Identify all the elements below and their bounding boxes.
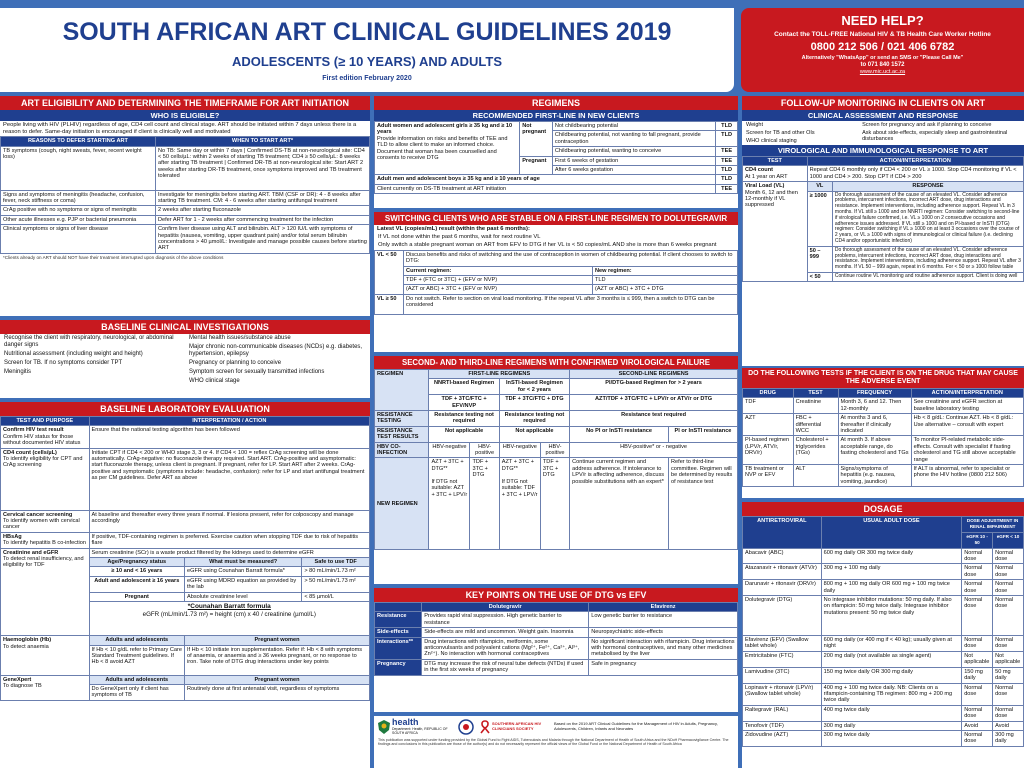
table-row: HBsAg To identify hepatitis B co-infection If positive, TDF-containing regimen is preferred. Exercise caution when stopping TDF due to risk of hepatitis flare xyxy=(1,532,370,548)
col-reasons: REASONS TO DEFER STARTING ART xyxy=(1,137,156,146)
based-on-text: Based on the 2019 ART Clinical Guidelines for the Management of HIV in Adults, Pregnancy, Adolescents, Children, Infants and Neonates xyxy=(554,720,718,731)
regimens-panel xyxy=(374,96,738,208)
col-when: WHEN TO START ART* xyxy=(155,137,369,146)
table-row: Childbearing potential, wanting to conceive TEE xyxy=(375,147,738,156)
help-panel xyxy=(741,8,1024,92)
list-item: Only switch a stable pregnant woman on ART from EFV to DTG if her VL is < 50 copies/mL AND she is more than 6 weeks pregnant xyxy=(378,242,717,249)
table-row: ≥ 10 and < 16 years eGFR using Counahan Barratt formula* > 80 mL/min/1.73 m² xyxy=(1,567,370,576)
help-title: NEED HELP? xyxy=(841,13,924,28)
dosage-table: ANTIRETROVIRAL USUAL ADULT DOSE DOSE ADJUSTMENT IN RENAL IMPAIRMENT eGFR 10 - 50 eGFR < 10 Abacavir (ABC) 600 mg daily OR 300 mg twice daily Normal dose Normal dose Atazanavir + ritonavir (ATV/r) 300 mg + 100 mg daily Normal dose Normal dose Darunavir + ritonavir (DRV/r) 800 mg + 100 mg daily OR 600 mg + 100 mg twice daily Normal dose Normal dose Dolutegravir (DTG) No integrase inhibitor mutations: 50 mg daily. If also on rifampicin: 50 mg twice daily. Integrase inhibitor mutations present: 50 mg twice daily Normal dose Normal dose Efavirenz (EFV) (Swallow tablet whole) 600 mg daily (or 400 mg if < 40 kg); usually given at night Normal dose Normal dose Emtricitabine (FTC) 200 mg daily (not available as single agent) Not applicable Not applicable Lamivudine (3TC) 150 mg twice daily OR 300 mg daily 150 mg daily 50 mg daily Lopinavir + ritonavir (LPV/r) (Swallow tablet whole) 400 mg + 100 mg twice daily. NB: Clients on a rifampicin-containing TB regimen: 800 mg + 200 mg twice daily Normal dose Normal dose Raltegravir (RAL) 400 mg twice daily Normal dose Normal dose Tenofovir (TDF) 300 mg daily Avoid Avoid Zidovudine (AZT) 300 mg twice daily Normal dose 300 mg daily xyxy=(742,516,1024,747)
list-item: Recognise the client with respiratory, neurological, or abdominal danger signs xyxy=(4,335,174,348)
formula: eGFR (mL/min/1.73 m²) = height (cm) x 40 / creatinine (µmol/L) xyxy=(142,611,316,619)
switching-table: VL < 50 Discuss benefits and risks of switching and the use of contraception in women of childbearing potential. If client chooses to switch to DTG: Current regimen: New regimen: TDF + (FTC or 3TC) + (EFV or NVP) TLD (AZT or ABC) + 3TC + (EFV or NVP) (AZT or ABC) + 3TC + DTG VL ≥ 50 Do not switch. Refer to section on viral load monitoring. If the repeat VL after 3 months is ≤ 999, then a switch to DTG can be considered xyxy=(374,250,738,315)
table-row: Emtricitabine (FTC) 200 mg daily (not available as single agent) Not applicable Not applicable xyxy=(743,651,1024,667)
list-item: Screen for TB and other OIs xyxy=(746,130,815,136)
page-title: SOUTH AFRICAN ART CLINICAL GUIDELINES 2019 xyxy=(62,18,672,46)
list-item: Symptom screen for sexually transmitted infections xyxy=(189,369,325,375)
table-row: < 50 Continue routine VL monitoring and routine adherence support. Client is doing well xyxy=(743,272,1024,281)
table-row: TDF Creatinine Month 3, 6 and 12. Then 12-monthly See creatinine and eGFR section at baseline laboratory testing xyxy=(743,398,1024,414)
adverse-tests-panel xyxy=(742,368,1024,498)
title-panel xyxy=(0,8,734,92)
table-row: Resistance Provides rapid viral suppression. High genetic barrier to resistance Low genetic barrier to resistance xyxy=(375,612,738,628)
key-points-table: Dolutegravir Efavirenz Resistance Provides rapid viral suppression. High genetic barrier to resistance Low genetic barrier to resistance Side-effects Side-effects are mild and uncommon. Weight gain. Insomnia Neuropsychiatric side-effects Interactions** Drug interactions with rifampicin, metformin, some anticonvulsants and polyvalent cations (Mg²⁺, Fe²⁺, Ca²⁺, Al³⁺, Zn²⁺). No interaction with hormonal contraceptives No significant interaction with rifampicin. Drug interactions with hormonal contraceptives, and many other medicines metabolised by the liver Pregnancy DTG may increase the risk of neural tube defects (NTDs) if used in the first six weeks of pregnancy Safe in pregnancy xyxy=(374,602,738,676)
defer-art-table xyxy=(0,136,370,254)
table-row: CD4 count At 1 year on ART Repeat CD4 6 monthly only if CD4 < 200 or VL ≥ 1000. Stop CD4 monitoring if VL < 1000 and CD4 > 200. Stop CPT if CD4 > 200 xyxy=(743,166,1024,182)
who-eligible-title: WHO IS ELIGIBLE? xyxy=(0,110,370,121)
table-row: After 6 weeks gestation TLD xyxy=(375,166,738,175)
table-row: Darunavir + ritonavir (DRV/r) 800 mg + 100 mg daily OR 600 mg + 100 mg twice daily Normal dose Normal dose xyxy=(743,580,1024,596)
regimens-title: REGIMENS xyxy=(374,96,738,110)
table-row: (AZT or ABC) + 3TC + (EFV or NVP) (AZT or ABC) + 3TC + DTG xyxy=(375,285,738,294)
table-row: Client currently on DS-TB treatment at ART initiation TEE xyxy=(375,184,738,193)
regimens-table xyxy=(374,121,738,194)
list-item: Screen for pregnancy and ask if planning to conceive xyxy=(862,122,992,128)
switching-title: SWITCHING CLIENTS WHO ARE STABLE ON A FIRST-LINE REGIMEN TO DOLUTEGRAVIR xyxy=(374,212,738,225)
list-item: Screen for TB. If no symptoms consider TPT xyxy=(4,360,123,366)
regimens-subtitle: RECOMMENDED FIRST-LINE IN NEW CLIENTS xyxy=(374,110,738,121)
list-item: Pregnancy or planning to conceive xyxy=(189,360,282,366)
list-item: Nutritional assessment (including weight and height) xyxy=(4,351,143,357)
switching-intro: Latest VL (copies/mL) result (within the past 6 months): xyxy=(377,226,530,232)
followup-panel xyxy=(742,96,1024,366)
table-row: Side-effects Side-effects are mild and uncommon. Weight gain. Insomnia Neuropsychiatric side-effects xyxy=(375,628,738,637)
dosage-panel xyxy=(742,502,1024,768)
table-row: CrAg positive with no symptoms or signs of meningitis 2 weeks after starting fluconazole xyxy=(1,206,370,215)
table-row: Atazanavir + ritonavir (ATV/r) 300 mg + 100 mg daily Normal dose Normal dose xyxy=(743,564,1024,580)
dosage-title: DOSAGE xyxy=(742,502,1024,516)
baseline-lab-panel xyxy=(0,402,370,768)
followup-title: FOLLOW-UP MONITORING IN CLIENTS ON ART xyxy=(742,96,1024,110)
who-eligible-text: People living with HIV (PLHIV) regardless of age, CD4 cell count and clinical stage. ART should be initiated within 7 days unless there is a reason to defer. Same-day initiation is encouraged if client is clinically well and motivated xyxy=(3,122,357,135)
virological-table: TEST ACTION/INTERPRETATION CD4 count At 1 year on ART Repeat CD4 6 monthly only if CD4 < 200 or VL ≥ 1000. Stop CD4 monitoring if VL < 1000 and CD4 > 200. Stop CPT if CD4 > 200 Viral Load (VL) Month 6, 12 and then 12-monthly if VL suppressed VL RESPONSE ≥ 1000 Do thorough assessment of the cause of an elevated VL. Consider adherence problems, intercurrent infections, incorrect ART dose, drug interactions and resistance. Implement interventions, including adherence support. Repeat VL in 3 months. If VL still ≥ 1000 and on NNRTI regimen: Consider switching to second-line if virological failure confirmed, i.e. VL ≥ 1000 on 2 consecutive occasions and adherence issues addressed. If VL still ≥ 1000 and on PI-based or InSTI (DTG) regimen: Consider switching if VL ≥ 1000 on at least 3 occasions over the course of 2 years, or VL ≥ 1000 with signs of immunological or clinical failure (i.e. declining CD4 and/or opportunistic infection) 50 – 999 Do thorough assessment of the cause of an elevated VL. Consider adherence problems, intercurrent infections, incorrect ART dose, drug interactions and resistance. Implement interventions, including adherence support. Repeat VL after 3 months. If VL 50 – 999 again, repeat in 6 months. For < 50 or ≥ 1000 follow table < 50 Continue routine VL monitoring and routine adherence support. Client is doing well xyxy=(742,156,1024,282)
help-phones: 0800 212 506 / 021 406 6782 xyxy=(810,41,955,53)
table-row: Efavirenz (EFV) (Swallow tablet whole) 600 mg daily (or 400 mg if < 40 kg); usually given at night Normal dose Normal dose xyxy=(743,636,1024,652)
edition-label: First edition February 2020 xyxy=(322,75,412,82)
table-row: Abacavir (ABC) 600 mg daily OR 300 mg twice daily Normal dose Normal dose xyxy=(743,548,1024,564)
list-item: Ask about side-effects, especially sleep and gastrointestinal disturbances xyxy=(862,130,1008,142)
table-row: Lamivudine (3TC) 150 mg twice daily OR 300 mg daily 150 mg daily 50 mg daily xyxy=(743,667,1024,683)
table-row: Other acute illnesses e.g. PJP or bacterial pneumonia Defer ART for 1 - 2 weeks after commencing treatment for the infection xyxy=(1,215,370,224)
table-row: Zidovudine (AZT) 300 mg twice daily Normal dose 300 mg daily xyxy=(743,730,1024,746)
table-row: Pregnancy DTG may increase the risk of neural tube defects (NTDs) if used in the first six weeks of pregnancy Safe in pregnancy xyxy=(375,659,738,675)
list-item: If VL not done within the past 6 months, wait for next routine VL xyxy=(378,234,541,240)
key-points-title: KEY POINTS ON THE USE OF DTG vs EFV xyxy=(374,588,738,602)
table-row: ≥ 1000 Do thorough assessment of the cause of an elevated VL. Consider adherence problems, intercurrent infections, incorrect ART dose, drug interactions and resistance. Implement interventions, including adherence support. Repeat VL in 3 months. If VL still ≥ 1000 and on NNRTI regimen: Consider switching to second-line if virological failure confirmed, i.e. VL ≥ 1000 on 2 consecutive occasions and adherence issues addressed. If VL still ≥ 1000 and on PI-based or InSTI (DTG) regimen: Consider switching if VL ≥ 1000 on at least 3 occasions over the course of 2 years, or VL ≥ 1000 with signs of immunological or clinical failure (i.e. declining CD4 and/or opportunistic infection) xyxy=(743,191,1024,246)
table-row: Tenofovir (TDF) 300 mg daily Avoid Avoid xyxy=(743,721,1024,730)
baseline-lab-table: TEST AND PURPOSE INTERPRETATION / ACTION Confirm HIV test result Confirm HIV status for those without documented HIV status Ensure that the national testing algorithm has been followed CD4 count (cells/µL) To identify eligibility for CPT and CrAg screening Initiate CPT if CD4 < 200 or WHO stage 3, 3 or 4. If CD4 < 100 = reflex CrAg screening will be done automatically. CrAg-negative: no fluconazole therapy required. Start ART. CrAg-positive and asymptomatic: start fluconazole therapy, unless client is pregnant. If pregnant, refer for LP. Start ART after 2 weeks. CrAg-positive and symptomatic (symptoms include: headache, confusion): refer for LP and start antifungal treatment as per CM guidelines. Defer ART as above Cervical cancer screening To identify women with cervical cancer At baseline and thereafter every three years if normal. If lesions present, refer for colposcopy and manage accordingly HBsAg To identify hepatitis B co-infection If positive, TDF-containing regimen is preferred. Exercise caution when stopping TDF due to risk of hepatitis flare Creatinine and eGFR To detect renal insufficiency, and eligibility for TDF Serum creatinine (SCr) is a waste product filtered by the kidneys used to determine eGFR Age/Pregnancy status What must be measured? Safe to use TDF ≥ 10 and < 16 years eGFR using Counahan Barratt formula* > 80 mL/min/1.73 m² Adult and adolescent ≥ 16 years eGFR using MDRD equation as provided by the lab > 50 mL/min/1.73 m² Pregnant Absolute creatinine level < 85 µmol/L *Counahan Barratt formula eGFR (mL/min/1.73 m²) = height (cm) x 40 / creatinine (µmol/L) Haemoglobin (Hb) To detect anaemia Adults and adolescents Pregnant women If Hb < 10 g/dL refer to Primary Care Standard Treatment guidelines. If Hb < 8 avoid AZT If Hb < 10 initiate iron supplementation. Refer if: Hb < 8 with symptoms of anaemia, or anaemia and ≥ 36 weeks pregnant, or no response to iron. Take note of DTG drug interactions under key points GeneXpert To diagnose TB Adults and adolescents Pregnant women Do GeneXpert only if client has symptoms of TB Routinely done at first antenatal visit, regardless of symptoms xyxy=(0,416,370,701)
list-item: WHO clinical staging xyxy=(746,138,797,144)
footer-panel xyxy=(374,716,738,768)
page-subtitle: ADOLESCENTS (≥ 10 YEARS) AND ADULTS xyxy=(231,54,503,69)
table-row: Interactions** Drug interactions with rifampicin, metformin, some anticonvulsants and polyvalent cations (Mg²⁺, Fe²⁺, Ca²⁺, Al³⁺, Zn²⁺). No interaction with hormonal contraceptives No significant interaction with rifampicin. Drug interactions with hormonal contraceptives, and many other medicines metabolised by the liver xyxy=(375,637,738,659)
table-row: CD4 count (cells/µL) To identify eligibility for CPT and CrAg screening Initiate CPT if CD4 < 200 or WHO stage 3, 3 or 4. If CD4 < 100 = reflex CrAg screening will be done automatically. CrAg-negative: no fluconazole therapy required. Start ART. CrAg-positive and asymptomatic: start fluconazole therapy, unless client is pregnant. If pregnant, refer for LP. Start ART after 2 weeks. CrAg-positive and symptomatic (symptoms include: headache, confusion): refer for LP and start antifungal treatment as per CM guidelines. Defer ART as above xyxy=(1,448,370,510)
table-row: Cervical cancer screening To identify women with cervical cancer At baseline and thereafter every three years if normal. If lesions present, refer for colposcopy and manage accordingly xyxy=(1,510,370,532)
table-row: Raltegravir (RAL) 400 mg twice daily Normal dose Normal dose xyxy=(743,705,1024,721)
second-line-panel xyxy=(374,356,738,584)
art-footnote: *Clients already on ART should NOT have their treatment interrupted upon diagnosis of the above conditions xyxy=(3,254,224,260)
table-row: Adult women and adolescent girls ≥ 35 kg and ≥ 10 years Provide information on risks and benefits of TEE and TLD to allow client to make an informed choice. Document that woman has been counselled and consents to receive DTG Not pregnant Not childbearing potential TLD xyxy=(375,122,738,131)
help-web[interactable]: www.mic.uct.ac.za xyxy=(859,69,906,75)
sahcs-logo: SOUTHERN AFRICAN HIV CLINICIANS SOCIETY xyxy=(480,720,548,734)
table-row: PI-based regimen (LPV/r, ATV/r, DRV/r) Cholesterol + triglycerides (TGs) At month 3. If above acceptable range, do fasting cholesterol and TGs To monitor PI-related metabolic side-effects. Consult with specialist if fasting cholesterol and TG still above acceptable range xyxy=(743,436,1024,465)
table-row: TDF + (FTC or 3TC) + (EFV or NVP) TLD xyxy=(375,276,738,285)
table-row: TB treatment or NVP or EFV ALT Signs/symptoms of hepatitis (e.g. nausea, vomiting, jaundice) If ALT is abnormal, refer to specialist or phone the HIV hotline (0800 212 506) xyxy=(743,465,1024,487)
adverse-tests-title: DO THE FOLLOWING TESTS IF THE CLIENT IS ON THE DRUG THAT MAY CAUSE THE ADVERSE EVENT xyxy=(742,368,1024,388)
list-item: Weight xyxy=(746,122,764,128)
second-line-table: REGIMEN FIRST-LINE REGIMENS SECOND-LINE REGIMENS NNRTI-based Regimen InSTI-based Regimen for < 2 years PI/DTG-based Regimen for > 2 years TDF + 3TC/FTC + EFV/NVP TDF + 3TC/FTC + DTG AZT/TDF + 3TC/FTC + LPV/r or ATV/r or DTG RESISTANCE TESTING Resistance testing not required Resistance testing not required Resistance test required RESISTANCE TEST RESULTS Not applicable Not applicable No PI or InSTI resistance PI or InSTI resistance HBV CO-INFECTION HBV-negative HBV-positive HBV-negative HBV-positive HBV-positive* or - negative NEW REGIMEN AZT + 3TC + DTG** If DTG not suitable: AZT + 3TC + LPV/r TDF + 3TC + DTG AZT + 3TC + DTG** If DTG not suitable: TDF + 3TC + LPV/r TDF + 3TC + DTG Continue current regimen and address adherence. If intolerance to LPV/r is affecting adherence, discuss possible substitutions with an expert* Refer to third-line committee. Regimen will be determined by results of resistance test xyxy=(374,369,738,550)
help-line2: Alternatively "WhatsApp" or send an SMS or "Please Call Me" xyxy=(801,55,964,61)
list-item: Major chronic non-communicable diseases (NCDs) e.g. diabetes, hypertension, epilepsy xyxy=(189,344,363,357)
table-row: Signs and symptoms of meningitis (headache, confusion, fever, neck stiffness or coma) Investigate for meningitis before starting ART. TBM (CSF or DR): 4 - 8 weeks after starting TB treatment. CM: 4 - 6 weeks after starting antifungal treatment xyxy=(1,190,370,206)
health-logo: health Department: Health, REPUBLIC OF SOUTH AFRICA xyxy=(378,718,452,735)
list-item: Meningitis xyxy=(4,369,32,375)
table-row: Clinical symptoms or signs of liver disease Confirm liver disease using ALT and bilirubin. ALT > 120 IU/L with symptoms of hepatitis (nausea, vomiting, upper quadrant pain) and/or total serum bilirubin concentrations > 40 µmol/L: Investigate and manage possible causes before starting ART xyxy=(1,225,370,254)
key-points-panel xyxy=(374,588,738,712)
funding-text: This publication was supported under funding provided by the Global Fund to Fight AIDS, Tuberculosis and Malaria through the National Department of Health of South Africa and the NDoH Pharmacovigilance Centre. The findings and conclusions in this publication are those of the author(s) and do not necessarily represent the official views of the Global Fund or the National Department of Health of South Africa xyxy=(378,738,729,747)
list-item: Mental health issues/substance abuse xyxy=(189,335,291,341)
col-test: TEST AND PURPOSE xyxy=(1,417,90,426)
clinical-assessment-title: CLINICAL ASSESSMENT AND RESPONSE xyxy=(742,110,1024,121)
adverse-tests-table: DRUG TEST FREQUENCY ACTION/INTERPRETATION TDF Creatinine Month 3, 6 and 12. Then 12-monthly See creatinine and eGFR section at baseline laboratory testing AZT FBC + differential WCC At months 3 and 6, thereafter if clinically indicated Hb < 8 g/dL: Continue AZT. Hb < 8 g/dL: Use alternative – consult with expert PI-based regimen (LPV/r, ATV/r, DRV/r) Cholesterol + triglycerides (TGs) At month 3. If above acceptable range, do fasting cholesterol and TGs To monitor PI-related metabolic side-effects. Consult with specialist if fasting cholesterol and TG still above acceptable range TB treatment or NVP or EFV ALT Signs/symptoms of hepatitis (e.g. nausea, vomiting, jaundice) If ALT is abnormal, refer to specialist or phone the HIV hotline (0800 212 506) xyxy=(742,388,1024,487)
coat-of-arms-icon xyxy=(378,720,390,734)
table-row: If Hb < 10 g/dL refer to Primary Care Standard Treatment guidelines. If Hb < 8 avoid AZT If Hb < 10 initiate iron supplementation. Refer if: Hb < 8 with symptoms of anaemia, or anaemia and ≥ 36 weeks pregnant, or no response to iron. Take note of DTG drug interactions under key points xyxy=(1,645,370,675)
seal-icon xyxy=(458,719,474,735)
col-action: INTERPRETATION / ACTION xyxy=(89,417,369,426)
table-row: Adult men and adolescent boys ≥ 35 kg and ≥ 10 years of age TLD xyxy=(375,175,738,184)
table-row: AZT FBC + differential WCC At months 3 and 6, thereafter if clinically indicated Hb < 8 g/dL: Continue AZT. Hb < 8 g/dL: Use alternative – consult with expert xyxy=(743,414,1024,436)
table-row: TB symptoms (cough, night sweats, fever, recent weight loss) No TB: Same day or within 7 days | Confirmed DS-TB at non-neurological site: CD4 < 50 cells/µL: within 2 weeks of starting TB treatment; CD4 ≥ 50 cells/µL: 8 weeks after starting TB treatment | Confirmed DR-TB at non-neurological site: Start ART 2 weeks after starting DR-TB treatment, once symptoms improved and TB treatment tolerated xyxy=(1,146,370,190)
virological-title: VIROLOGICAL AND IMMUNOLOGICAL RESPONSE TO ART xyxy=(742,145,1024,156)
table-row: Do GeneXpert only if client has symptoms of TB Routinely done at first antenatal visit, regardless of symptoms xyxy=(1,684,370,700)
ribbon-icon xyxy=(480,720,490,734)
second-line-title: SECOND- AND THIRD-LINE REGIMENS WITH CONFIRMED VIROLOGICAL FAILURE xyxy=(374,356,738,369)
table-row: Pregnant Absolute creatinine level < 85 µmol/L xyxy=(1,592,370,601)
table-row: Dolutegravir (DTG) No integrase inhibitor mutations: 50 mg daily. If also on rifampicin: 50 mg twice daily. Integrase inhibitor mutations present: 50 mg twice daily Normal dose Normal dose xyxy=(743,596,1024,636)
table-row: Childbearing potential, not wanting to fall pregnant, provide contraception TLD xyxy=(375,131,738,147)
baseline-lab-title: BASELINE LABORATORY EVALUATION xyxy=(0,402,370,416)
help-sms: to 071 840 1572 xyxy=(860,62,905,68)
formula-title: *Counahan Barratt formula xyxy=(187,603,271,611)
table-row: Adult and adolescent ≥ 16 years eGFR using MDRD equation as provided by the lab > 50 mL/min/1.73 m² xyxy=(1,576,370,592)
baseline-clinical-panel xyxy=(0,320,370,398)
table-row: Confirm HIV test result Confirm HIV status for those without documented HIV status Ensure that the national testing algorithm has been followed xyxy=(1,426,370,448)
baseline-clinical-title: BASELINE CLINICAL INVESTIGATIONS xyxy=(0,320,370,334)
table-row: Creatinine and eGFR To detect renal insufficiency, and eligibility for TDF Serum creatinine (SCr) is a waste product filtered by the kidneys used to determine eGFR xyxy=(1,548,370,557)
art-eligibility-title: ART ELIGIBILITY AND DETERMINING THE TIMEFRAME FOR ART INITIATION xyxy=(0,96,370,110)
help-line1: Contact the TOLL-FREE National HIV & TB Health Care Worker Hotline xyxy=(774,31,991,38)
list-item: WHO clinical stage xyxy=(189,378,240,384)
art-eligibility-panel xyxy=(0,96,370,316)
switching-panel xyxy=(374,212,738,352)
table-row: Pregnant First 6 weeks of gestation TEE xyxy=(375,156,738,165)
table-row: Lopinavir + ritonavir (LPV/r) (Swallow tablet whole) 400 mg + 100 mg twice daily. NB: Clients on a rifampicin-containing TB regimen: 800 mg + 200 mg twice daily Normal dose Normal dose xyxy=(743,683,1024,705)
table-row: 50 – 999 Do thorough assessment of the cause of an elevated VL. Consider adherence problems, intercurrent infections, incorrect ART dose, drug interactions and resistance. Implement interventions, including adherence support. Repeat VL after 3 months. If VL 50 – 999 again, repeat in 6 months. For < 50 or ≥ 1000 follow table xyxy=(743,246,1024,272)
